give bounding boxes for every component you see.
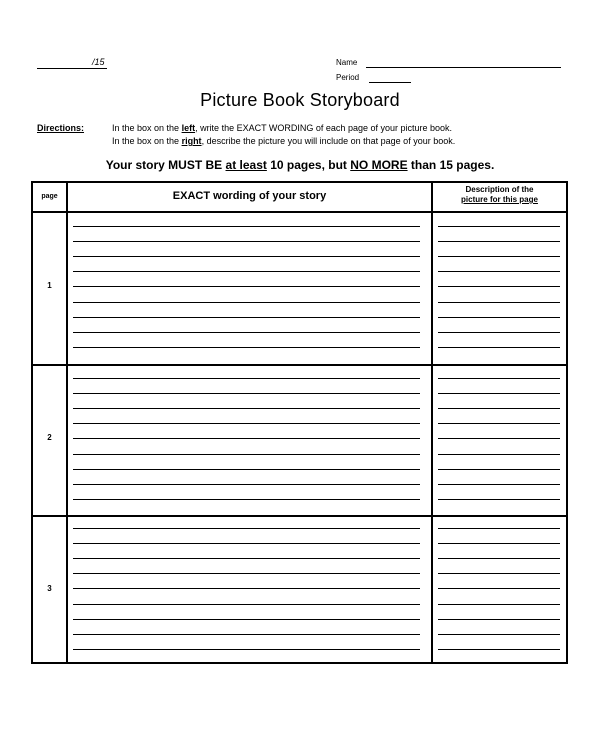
story-writing-line [73, 241, 420, 242]
story-writing-line [73, 226, 420, 227]
desc-writing-area-2[interactable] [438, 378, 560, 501]
storyboard-table [31, 181, 568, 664]
page-number-2: 2 [47, 433, 52, 442]
story-writing-line [73, 286, 420, 287]
desc-writing-line [438, 484, 560, 485]
story-writing-line [73, 256, 420, 257]
column-header-page: page [41, 193, 58, 200]
desc-writing-line [438, 226, 560, 227]
story-writing-line [73, 317, 420, 318]
story-writing-line [73, 558, 420, 559]
date-suffix: /15 [92, 57, 105, 67]
period-label: Period [336, 73, 360, 82]
desc-writing-line [438, 347, 560, 348]
directions-line-1 [112, 123, 452, 133]
story-writing-area-1[interactable] [73, 226, 420, 349]
desc-writing-line [438, 604, 560, 605]
page-number-1: 1 [47, 281, 52, 290]
desc-writing-line [438, 558, 560, 559]
desc-writing-line [438, 423, 560, 424]
directions-line-2 [112, 136, 455, 146]
directions-line-2-end: , describe the picture you will include on that page of your book. [201, 136, 456, 146]
column-header-story: EXACT wording of your story [172, 190, 327, 202]
desc-column-divider [431, 183, 433, 662]
story-writing-line [73, 438, 420, 439]
story-writing-line [73, 619, 420, 620]
desc-writing-line [438, 256, 560, 257]
story-writing-line [73, 302, 420, 303]
story-writing-line [73, 408, 420, 409]
directions-right-word: right [181, 136, 202, 146]
story-writing-line [73, 634, 420, 635]
desc-writing-line [438, 378, 560, 379]
rule-part-5: than 15 pages. [407, 158, 495, 172]
directions-left-word: left [181, 123, 196, 133]
story-writing-line [73, 604, 420, 605]
desc-writing-line [438, 588, 560, 589]
page-title: Picture Book Storyboard [200, 90, 400, 110]
desc-writing-line [438, 438, 560, 439]
directions-line-2-start: In the box on the [112, 136, 182, 146]
story-writing-line [73, 271, 420, 272]
desc-writing-line [438, 317, 560, 318]
desc-writing-line [438, 332, 560, 333]
story-writing-line [73, 543, 420, 544]
desc-writing-line [438, 271, 560, 272]
rule-no-more: NO MORE [350, 158, 408, 172]
desc-writing-line [438, 543, 560, 544]
story-writing-area-2[interactable] [73, 378, 420, 501]
column-header-description-line-1: Description of the [465, 185, 534, 194]
desc-writing-line [438, 649, 560, 650]
story-writing-line [73, 454, 420, 455]
desc-writing-line [438, 619, 560, 620]
story-writing-line [73, 588, 420, 589]
story-writing-line [73, 469, 420, 470]
directions-line-1-start: In the box on the [112, 123, 182, 133]
story-writing-line [73, 347, 420, 348]
desc-writing-area-1[interactable] [438, 226, 560, 349]
period-blank[interactable] [369, 72, 411, 83]
story-writing-line [73, 484, 420, 485]
name-label: Name [336, 58, 358, 67]
story-writing-line [73, 573, 420, 574]
column-header-description-line-2: picture for this page [461, 195, 538, 204]
desc-writing-line [438, 469, 560, 470]
desc-writing-line [438, 393, 560, 394]
story-writing-area-3[interactable] [73, 528, 420, 651]
column-header-description [433, 185, 566, 205]
page-count-rule [0, 158, 600, 172]
page-column-divider [66, 183, 68, 662]
rule-part-1: Your story MUST BE [105, 158, 226, 172]
directions-line-1-end: , write the EXACT WORDING of each page of your picture book. [195, 123, 453, 133]
story-writing-line [73, 423, 420, 424]
desc-writing-line [438, 634, 560, 635]
desc-writing-line [438, 286, 560, 287]
desc-writing-line [438, 302, 560, 303]
desc-writing-area-3[interactable] [438, 528, 560, 651]
desc-writing-line [438, 241, 560, 242]
directions-label: Directions: [37, 123, 85, 133]
name-blank[interactable] [366, 57, 561, 68]
story-writing-line [73, 528, 420, 529]
desc-writing-line [438, 408, 560, 409]
row-divider-1 [33, 364, 566, 366]
story-writing-line [73, 649, 420, 650]
desc-writing-line [438, 454, 560, 455]
row-divider-2 [33, 515, 566, 517]
story-writing-line [73, 378, 420, 379]
rule-at-least: at least [225, 158, 267, 172]
desc-writing-line [438, 528, 560, 529]
story-writing-line [73, 393, 420, 394]
story-writing-line [73, 332, 420, 333]
page-number-3: 3 [47, 584, 52, 593]
header-divider [33, 211, 566, 213]
rule-part-3: 10 pages, but [266, 158, 351, 172]
desc-writing-line [438, 499, 560, 500]
desc-writing-line [438, 573, 560, 574]
story-writing-line [73, 499, 420, 500]
